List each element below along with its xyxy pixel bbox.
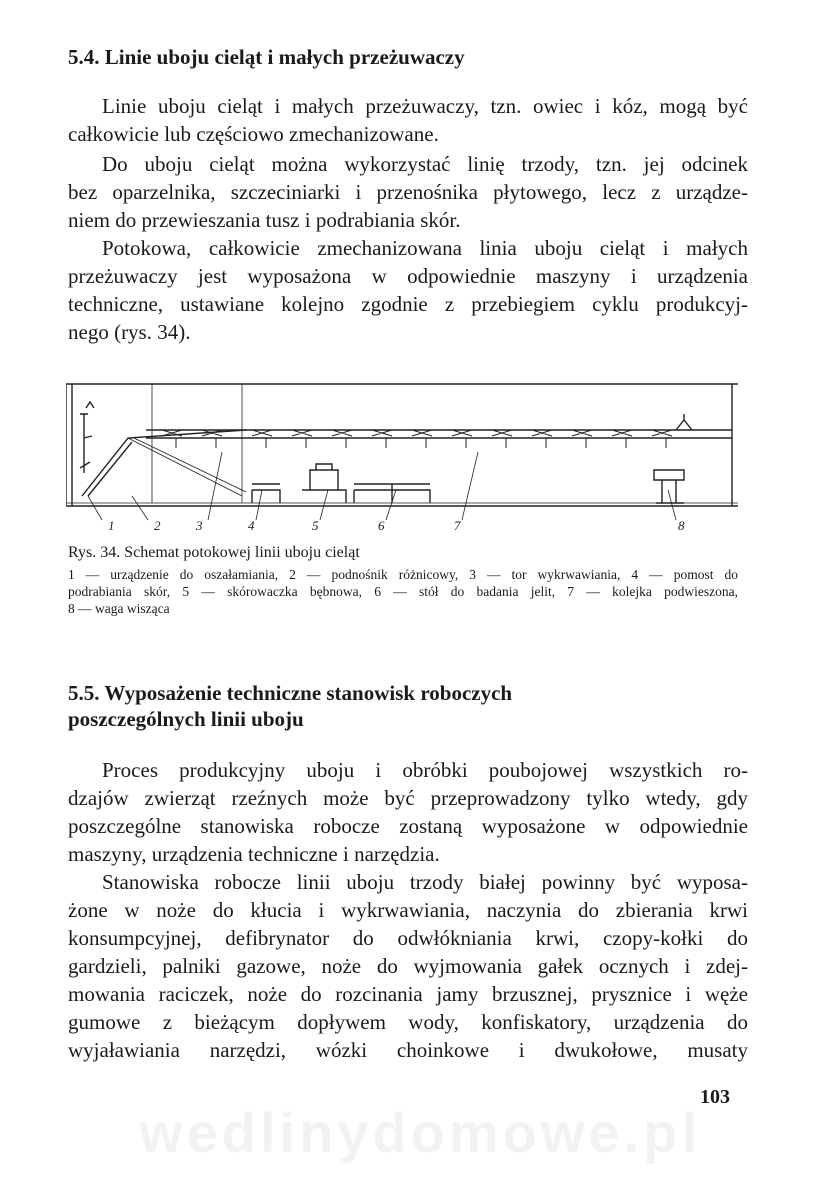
text-line: przeżuwaczy jest wyposażona w odpowiednie maszyny i urządzenia (68, 264, 748, 288)
text-line: Linie uboju cieląt i małych przeżuwaczy, tzn. owiec i kóz, mogą być (102, 94, 748, 118)
paragraph-3 (68, 234, 748, 346)
figure-label-5: 5 (312, 518, 319, 533)
legend-line: podrabiania skór, 5 — skórowaczka bębnowa, 6 — stół do badania jelit, 7 — kolejka podwieszona, (68, 584, 738, 599)
figure-label-3: 3 (196, 518, 203, 533)
paragraph-4 (68, 756, 748, 868)
text-line: Stanowiska robocze linii uboju trzody białej powinny być wyposa- (102, 870, 748, 894)
text-line: Potokowa, całkowicie zmechanizowana linia uboju cieląt i małych (102, 236, 748, 260)
figure-label-4: 4 (248, 518, 255, 533)
figure-legend (68, 566, 738, 617)
figure-label-6: 6 (378, 518, 385, 533)
hanging-scale (654, 470, 684, 503)
text-line: Proces produkcyjny uboju i obróbki poubojowej wszystkich ro- (102, 758, 748, 782)
text-line: bez oparzelnika, szczeciniarki i przenośnika płytowego, lecz z urządze- (68, 180, 748, 204)
text-line: maszyny, urządzenia techniczne i narzędzia. (68, 842, 440, 866)
text-line: gardzieli, palniki gazowe, noże do wyjmowania gałek ocznych i zdej- (68, 954, 748, 978)
watermark: wedlinydomowe.pl (139, 1101, 701, 1164)
page-number: 103 (700, 1086, 730, 1108)
text-line: dzajów zwierząt rzeźnych może być przeprowadzony tylko wtedy, gdy (68, 786, 748, 810)
figure-label-7: 7 (454, 518, 461, 533)
text-line: nego (rys. 34). (68, 320, 191, 344)
hanging-scale-top (676, 414, 692, 430)
text-line: niem do przewieszania tusz i podrabiania skór. (68, 208, 461, 232)
figure-label-1: 1 (108, 518, 115, 533)
text-line: poszczególne stanowiska robocze zostaną wyposażone w odpowiednie (68, 814, 748, 838)
skin-platform (252, 484, 280, 503)
intestine-table (354, 484, 430, 503)
rail-trolleys (162, 430, 672, 448)
figure-label-2: 2 (154, 518, 161, 533)
section-heading-5-5 (68, 680, 512, 732)
legend-line: 1 — urządzenie do oszałamiania, 2 — podnośnik różnicowy, 3 — tor wykrwawiania, 4 — pomost do (68, 567, 738, 582)
paragraph-1 (68, 92, 748, 148)
drum-skinner (302, 464, 346, 503)
stunning-device (80, 402, 94, 473)
bleeding-rail (128, 438, 246, 496)
text-line: żone w noże do kłucia i wykrwawiania, naczynia do zbierania krwi (68, 898, 748, 922)
text-line: wyjaławiania narzędzi, wózki choinkowe i dwukołowe, musaty (68, 1038, 748, 1062)
text-line: mowania raciczek, noże do rozcinania jamy brzusznej, prysznice i węże (68, 982, 748, 1006)
text-line: całkowicie lub częściowo zmechanizowane. (68, 122, 439, 146)
text-line: gumowe z bieżącym dopływem wody, konfiskatory, urządzenia do (68, 1010, 748, 1034)
text-line: konsumpcyjnej, defibrynator do odwłókniania krwi, czopy-kołki do (68, 926, 748, 950)
paragraph-2 (68, 150, 748, 234)
legend-line: 8 — waga wisząca (68, 601, 170, 616)
paragraph-5 (68, 868, 748, 1064)
text-line: Do uboju cieląt można wykorzystać linię trzody, tzn. jej odcinek (102, 152, 748, 176)
text-line: techniczne, ustawiane kolejno zgodnie z przebiegiem cyklu produkcyj- (68, 292, 748, 316)
section-heading-5-4: 5.4. Linie uboju cieląt i małych przeżuwaczy (68, 45, 465, 69)
heading-line: 5.5. Wyposażenie techniczne stanowisk roboczych (68, 681, 513, 705)
figure-caption: Rys. 34. Schemat potokowej linii uboju cieląt (68, 544, 360, 561)
slaughter-line-diagram (66, 378, 738, 538)
figure-label-8: 8 (678, 518, 685, 533)
heading-line: poszczególnych linii uboju (68, 707, 304, 731)
hoist-ramp (82, 430, 246, 496)
